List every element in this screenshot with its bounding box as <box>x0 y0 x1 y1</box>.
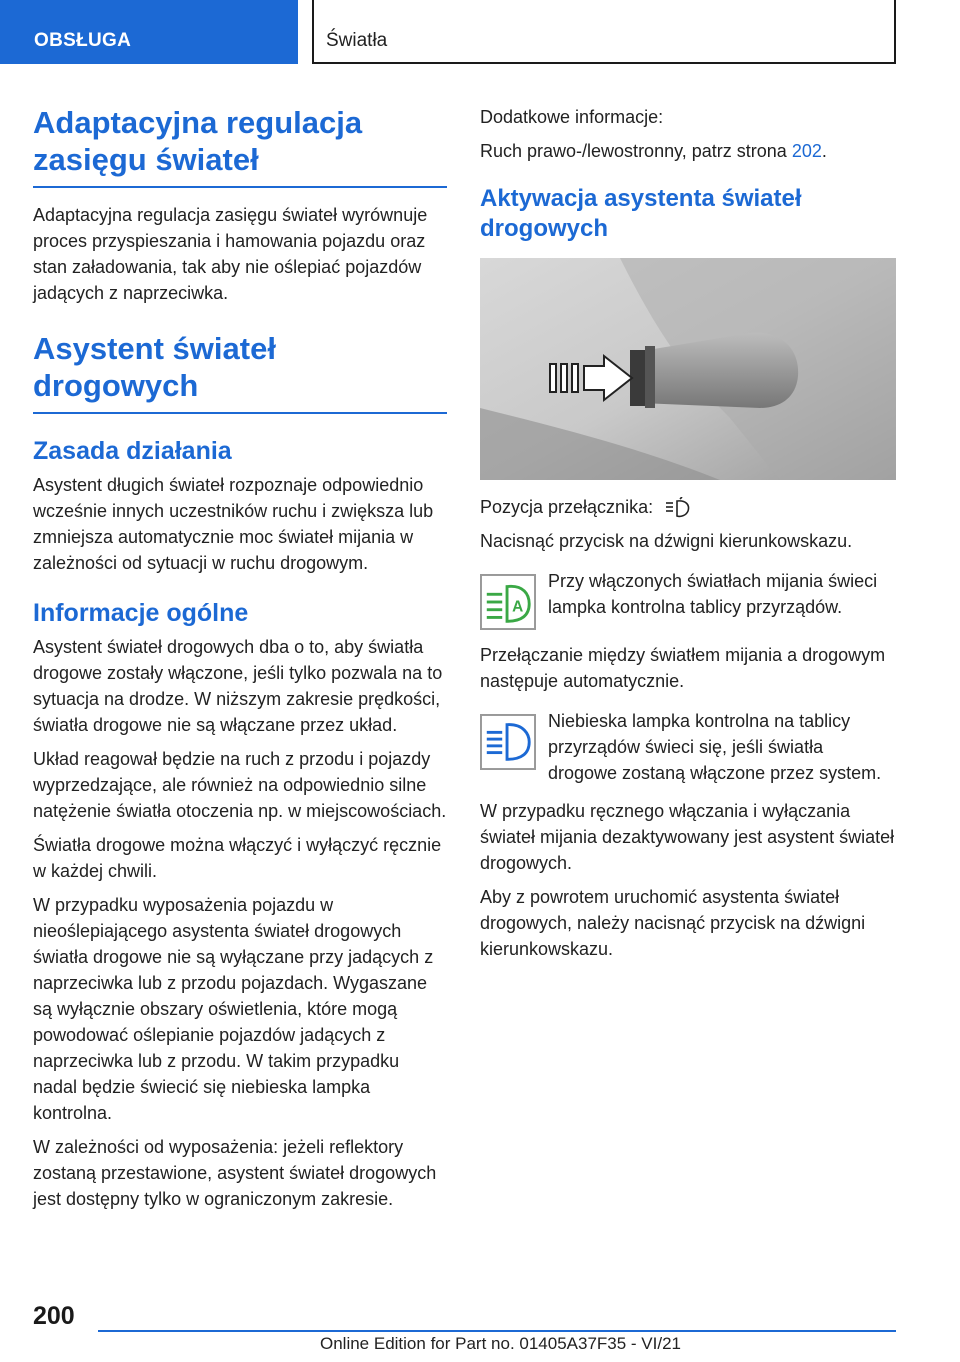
section-tab <box>0 0 298 64</box>
paragraph-restart: Aby z powrotem uruchomić asystenta świateł drogowych, należy nacisnąć przycisk na dźwigni kierunkowskazu. <box>480 887 866 959</box>
paragraph-more-info <box>480 138 896 164</box>
paragraph-general-1: Asystent świateł drogowych dba o to, aby światła drogowe zostały włączone, jeśli tylko pozwala na to sytuacja na drodze. W niższym zakresie prędkości, światła drogowe nie są włączane przez układ. <box>33 637 443 735</box>
chapter-title: Światła <box>326 30 388 51</box>
paragraph-general-4: W przypadku wyposażenia pojazdu w nieoślepiającego asystenta świateł drogowych światła drogowe nie są wyłączane przy jadących z naprzeciwka lub z przodu pojazdach. Wygaszane są wyłącznie obszary oświetlenia, które mogą powodować oślepianie pojazdów jadących z naprzeciwka lub z przodu. W takim przypadku nadal będzie świecić się niebieska lampka kontrolna. <box>33 895 434 1123</box>
heading-activation: Aktywacja asystenta świateł drogowych <box>480 185 802 242</box>
more-info-end: . <box>821 141 827 161</box>
right-column <box>480 104 896 970</box>
paragraph-switching: Przełączanie między światłem mijania a drogowym następuje automatycznie. <box>480 645 886 691</box>
header-frame <box>312 0 896 64</box>
heading-high-beam-assistant: Asystent świateł drogowych <box>33 330 447 414</box>
indicator-blue-text: Niebieska lampka kontrolna na tablicy przyrządów świeci się, jeśli światła drogowe zostaną włączone przez system. <box>548 711 882 783</box>
switch-position-icon <box>664 497 694 519</box>
paragraph-manual: W przypadku ręcznego włączania i wyłączania świateł mijania dezaktywowany jest asystent świateł drogowych. <box>480 801 895 873</box>
paragraph-adaptive-range: Adaptacyjna regulacja zasięgu świateł wyrównuje proces przyspieszania i hamowania pojazdu oraz stan załadowania, tak aby nie oślepiać pojazdów jadących z naprzeciwka. <box>33 205 428 303</box>
section-label: OBSŁUGA <box>34 30 132 51</box>
heading-general-info: Informacje ogólne <box>33 599 249 627</box>
indicator-row-blue <box>480 708 896 786</box>
indicator-green-text: Przy włączonych światłach mijania świeci lampka kontrolna tablicy przyrządów. <box>548 571 878 617</box>
paragraph-principle: Asystent długich świateł rozpoznaje odpowiednio wcześnie innych uczestników ruchu i zwiększa lub zmniejsza automatycznie moc świateł mijania w zależności od sytuacji w ruchu drogowym. <box>33 475 434 573</box>
footer-edition: Online Edition for Part no. 01405A37F35 - VI/21 <box>320 1334 682 1353</box>
page-number: 200 <box>33 1302 75 1330</box>
paragraph-general-5: W zależności od wyposażenia: jeżeli reflektory zostaną przestawione, asystent świateł drogowych jest dostępny tylko w ograniczonym zakresie. <box>33 1137 437 1209</box>
turn-signal-lever-photo <box>480 258 896 480</box>
footer-divider <box>98 1330 896 1332</box>
more-info-text: Ruch prawo-/lewostronny, patrz strona <box>480 141 787 161</box>
page-link[interactable]: 202 <box>791 141 822 161</box>
switch-position-label: Pozycja przełącznika: <box>480 497 654 517</box>
paragraph-general-3: Światła drogowe można włączyć i wyłączyć ręcznie w każdej chwili. <box>33 835 442 881</box>
paragraph-press-button: Nacisnąć przycisk na dźwigni kierunkowskazu. <box>480 531 853 551</box>
svg-text:A: A <box>512 598 524 616</box>
paragraph-switch-position <box>480 494 896 520</box>
heading-principle: Zasada działania <box>33 437 232 465</box>
heading-adaptive-range: Adaptacyjna regulacja zasięgu świateł <box>33 104 447 188</box>
paragraph-more-info-label: Dodatkowe informacje: <box>480 107 664 127</box>
indicator-row-green <box>480 568 896 630</box>
left-column <box>33 104 447 1220</box>
paragraph-general-2: Układ reagował będzie na ruch z przodu i pojazdy wyprzedzające, ale również na odpowiednio silne natężenie światła otoczenia np. w miejscowościach. <box>33 749 447 821</box>
high-beam-assistant-green-icon <box>480 574 536 630</box>
high-beam-blue-icon <box>480 714 536 770</box>
